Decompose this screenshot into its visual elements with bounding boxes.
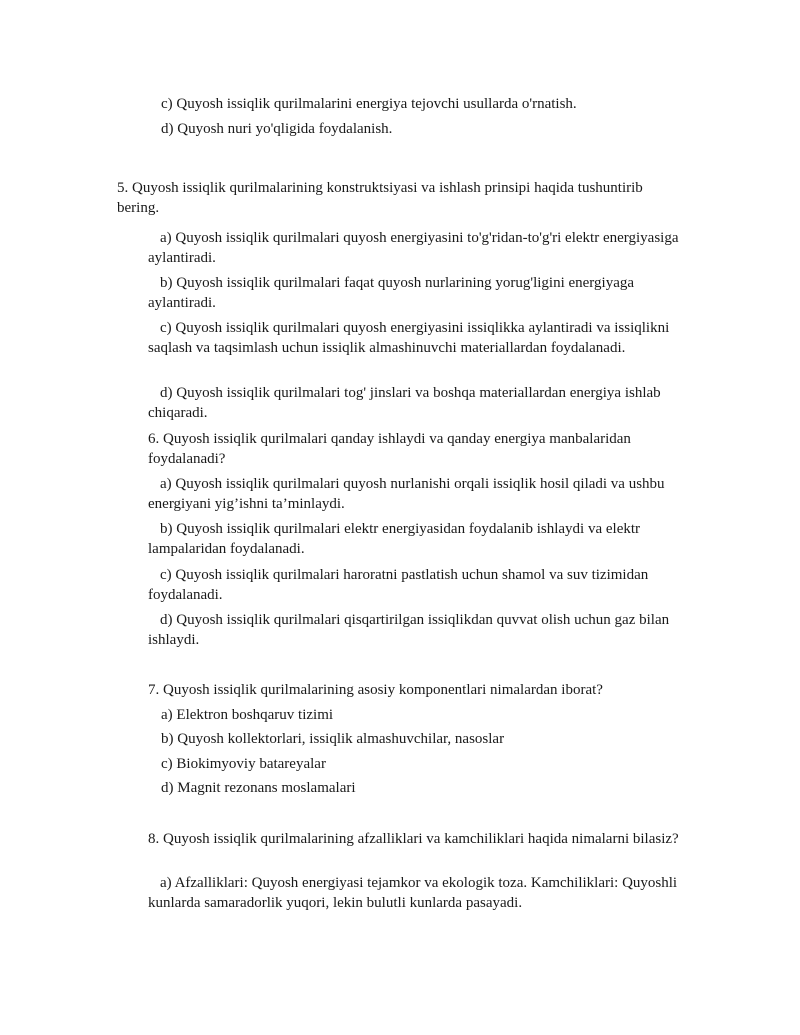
prev-option-c: c) Quyosh issiqlik qurilmalarini energiya tejovchi usullarda o'rnatish.	[161, 96, 577, 112]
question-5-option-b: b) Quyosh issiqlik qurilmalari faqat quyosh nurlarining yorug'ligini energiyaga aylantiradi.	[148, 275, 635, 311]
question-7-option-d: d) Magnit rezonans moslamalari	[161, 780, 356, 796]
question-6-option-d: d) Quyosh issiqlik qurilmalari qisqartirilgan issiqlikdan quvvat olish uchun gaz bilan ishlaydi.	[148, 612, 670, 648]
question-7: 7. Quyosh issiqlik qurilmalarining asosiy komponentlari nimalardan iborat?	[148, 682, 603, 698]
question-7-option-c: c) Biokimyoviy batareyalar	[161, 756, 326, 772]
question-6: 6. Quyosh issiqlik qurilmalari qanday ishlaydi va qanday energiya manbalaridan foydalanadi?	[148, 431, 631, 467]
question-8-option-a: a) Afzalliklari: Quyosh energiyasi tejamkor va ekologik toza. Kamchiliklari: Quyoshli kunlarda samaradorlik yuqori, lekin bulutli kunlarda pasayadi.	[148, 875, 678, 911]
question-8: 8. Quyosh issiqlik qurilmalarining afzalliklari va kamchiliklari haqida nimalarni bilasiz?	[148, 831, 679, 847]
question-7-option-a: a) Elektron boshqaruv tizimi	[161, 707, 334, 723]
question-5-option-c: c) Quyosh issiqlik qurilmalari quyosh energiyasini issiqlikka aylantiradi va issiqlikni saqlash va taqsimlash uchun issiqlik almashinuvchi materiallardan foydalanadi.	[148, 320, 670, 356]
prev-option-d: d) Quyosh nuri yo'qligida foydalanish.	[161, 121, 393, 137]
question-5-option-d: d) Quyosh issiqlik qurilmalari tog' jinslari va boshqa materiallardan energiya ishlab chiqaradi.	[148, 385, 661, 421]
question-5-option-a: a) Quyosh issiqlik qurilmalari quyosh energiyasini to'g'ridan-to'g'ri elektr energiyasiga aylantiradi.	[148, 230, 679, 266]
question-5: 5. Quyosh issiqlik qurilmalarining konstruktsiyasi va ishlash prinsipi haqida tushuntirib bering.	[117, 180, 643, 216]
question-6-option-c: c) Quyosh issiqlik qurilmalari haroratni pastlatish uchun shamol va suv tizimidan foydalanadi.	[148, 567, 649, 603]
question-7-option-b: b) Quyosh kollektorlari, issiqlik almashuvchilar, nasoslar	[161, 731, 505, 747]
question-6-option-a: a) Quyosh issiqlik qurilmalari quyosh nurlanishi orqali issiqlik hosil qiladi va ushbu energiyani yig’ishni ta’minlaydi.	[148, 476, 665, 512]
question-6-option-b: b) Quyosh issiqlik qurilmalari elektr energiyasidan foydalanib ishlaydi va elektr lampalaridan foydalanadi.	[148, 521, 641, 557]
